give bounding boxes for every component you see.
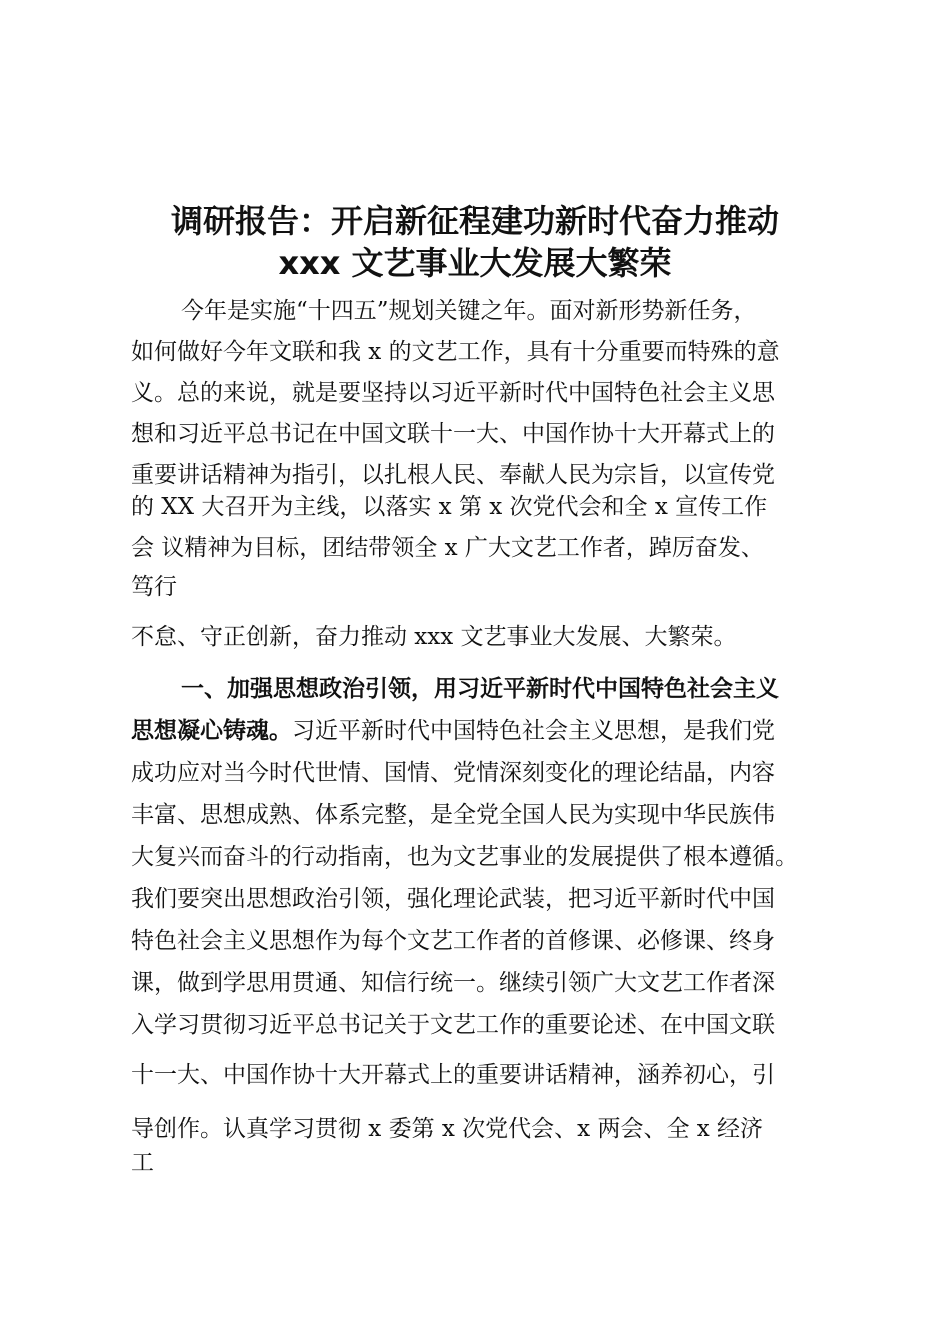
paragraph-line: 丰富、思想成熟、体系完整，是全党全国人民为实现中华民族伟 <box>131 802 775 828</box>
paragraph-line: 想和习近平总书记在中国文联十一大、中国作协十大开幕式上的 <box>131 421 775 447</box>
paragraph-line: 会 议精神为目标，团结带领全 x 广大文艺工作者，踔厉奋发、 <box>131 535 764 561</box>
paragraph-line: 今年是实施“十四五”规划关键之年。面对新形势新任务， <box>181 298 757 324</box>
paragraph-line: 大复兴而奋斗的行动指南，也为文艺事业的发展提供了根本遵循。 <box>131 844 798 870</box>
document-title-line-1: 调研报告：开启新征程建功新时代奋力推动 <box>170 202 779 240</box>
paragraph-line: 我们要突出思想政治引领，强化理论武装，把习近平新时代中国 <box>131 886 775 912</box>
paragraph-line: 十一大、中国作协十大开幕式上的重要讲话精神，涵养初心，引 <box>131 1062 775 1088</box>
section-heading: 一、加强思想政治引领，用习近平新时代中国特色社会主义 <box>181 676 779 702</box>
paragraph-line: 特色社会主义思想作为每个文艺工作者的首修课、必修课、终身 <box>131 928 775 954</box>
section-lead-line <box>131 716 775 746</box>
paragraph-line: 重要讲话精神为指引，以扎根人民、奉献人民为宗旨，以宣传党 <box>131 462 775 488</box>
paragraph-line: 如何做好今年文联和我 x 的文艺工作，具有十分重要而特殊的意 <box>131 339 780 365</box>
paragraph-line: 成功应对当今时代世情、国情、党情深刻变化的理论结晶，内容 <box>131 760 775 786</box>
paragraph-line: 笃行 <box>131 574 177 600</box>
paragraph-line: 入学习贯彻习近平总书记关于文艺工作的重要论述、在中国文联 <box>131 1012 775 1038</box>
paragraph-line: 义。总的来说，就是要坚持以习近平新时代中国特色社会主义思 <box>131 380 775 406</box>
document-title-line-2: xxx 文艺事业大发展大繁荣 <box>278 244 672 282</box>
paragraph-line: 工 <box>131 1150 154 1176</box>
section-heading-end: 思想凝心铸魂。 <box>131 718 292 744</box>
paragraph-line: 的 XX 大召开为主线，以落实 x 第 x 次党代会和全 x 宣传工作 <box>131 494 768 520</box>
paragraph-line: 课，做到学思用贯通、知信行统一。继续引领广大文艺工作者深 <box>131 970 775 996</box>
paragraph-line: 不怠、守正创新，奋力推动 xxx 文艺事业大发展、大繁荣。 <box>131 624 737 650</box>
section-lead-text: 习近平新时代中国特色社会主义思想，是我们党 <box>292 718 775 744</box>
paragraph-line: 导创作。认真学习贯彻 x 委第 x 次党代会、x 两会、全 x 经济 <box>131 1116 764 1142</box>
